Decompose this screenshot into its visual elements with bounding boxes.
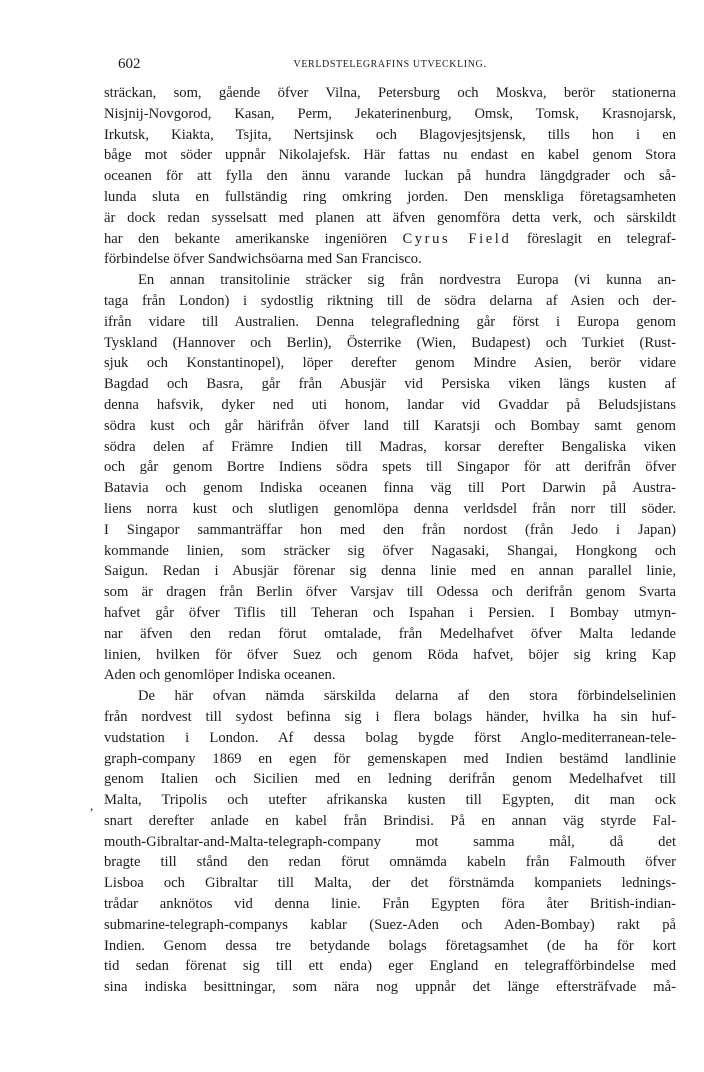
text-line: taga från London) i sydostlig riktning till de södra delarna af Asien och der-: [104, 292, 676, 309]
body-text: [104, 83, 676, 998]
text-segment: föreslagit en telegraf-: [526, 230, 676, 247]
text-line: graph-company 1869 en egen för gemenskapen med Indien bestämd landlinie: [104, 750, 676, 767]
text-line: snart derefter anlade en kabel från Brindisi. På en annan väg styrde Fal-: [104, 812, 676, 829]
text-line: oceanen för att fylla den ännu varande luckan på hundra längdgrader och så-: [104, 168, 676, 185]
text-line-cyrus-field: [104, 229, 676, 250]
margin-mark: ,: [90, 798, 94, 813]
text-line: Irkutsk, Kiakta, Tsjita, Nertsjinsk och Blagovjesjtsjensk, tills hon i en: [104, 126, 676, 143]
text-line: nar äfven den redan förut omtalade, från Medelhafvet öfver Malta ledande: [104, 625, 676, 642]
text-line: södra delen af Främre Indien till Madras, korsar derefter Bengaliska viken: [104, 438, 676, 455]
text-line: genom Italien och Sicilien med en ledning derifrån genom Medelhafvet till: [104, 771, 676, 788]
text-line: kommande linien, som sträcker sig öfver Nagasaki, Shangai, Hongkong och: [104, 542, 676, 559]
text-line: submarine-telegraph-companys kablar (Suez-Aden och Aden-Bombay) rakt på: [104, 916, 676, 933]
text-line: Batavia och genom Indiska oceanen finna väg till Port Darwin på Austra-: [104, 480, 676, 497]
page-header: [104, 56, 676, 78]
text-line: Bagdad och Basra, går från Abusjär vid Persiska viken längs kusten af: [104, 376, 676, 393]
text-line: hafvet går öfver Tiflis till Teheran och Ispahan i Persien. I Bombay utmyn-: [104, 604, 676, 621]
text-line: ifrån vidare till Australien. Denna telegrafledning går först i Europa genom: [104, 313, 676, 330]
page-number: 602: [118, 56, 141, 72]
text-line: I Singapor sammanträffar hon med den från nordost (från Jedo i Japan): [104, 521, 676, 538]
text-line: tid sedan förenat sig till ett enda) eger England en telegrafförbindelse med: [104, 958, 676, 975]
text-line: Saigun. Redan i Abusjär förenar sig denna linie med en annan parallel linie,: [104, 563, 676, 580]
text-line: Tyskland (Hannover och Berlin), Österrike (Wien, Budapest) och Turkiet (Rust-: [104, 334, 676, 351]
text-line: vudstation i London. Af dessa bolag bygde först Anglo-mediterranean-tele-: [104, 729, 676, 746]
text-line: linien, hvilken för öfver Suez och genom Röda hafvet, böjer sig kring Kap: [104, 646, 676, 663]
text-line: från nordvest till sydost befinna sig i flera bolags händer, hvilka ha sin huf-: [104, 708, 676, 725]
text-line: Lisboa och Gibraltar till Malta, der det förstnämda kompaniets lednings-: [104, 875, 676, 892]
text-line: lunda sluta en fullständig ring omkring jorden. Den menskliga företagsamheten: [104, 188, 676, 205]
text-line: förbindelse öfver Sandwichsöarna med San Francisco.: [104, 251, 422, 268]
text-line: sträckan, som, gående öfver Vilna, Petersburg och Moskva, berör stationerna: [104, 85, 676, 101]
text-line: södra kust och går härifrån öfver land till Karatsji och Bombay samt genom: [104, 417, 676, 434]
text-line: är dock redan sysselsatt med planen att äfven genomföra detta verk, och särskildt: [104, 209, 676, 226]
text-line: De här ofvan nämda särskilda delarna af den stora förbindelselinien: [138, 688, 676, 705]
text-line: sjuk och Konstantinopel), löper derefter genom Mindre Asien, berör vidare: [104, 355, 676, 372]
text-line: mouth-Gibraltar-and-Malta-telegraph-company mot samma mål, då det: [104, 833, 676, 850]
text-line: som är dragen från Berlin öfver Varsjav till Odessa och derifrån genom Svarta: [104, 584, 676, 601]
text-line: trådar anknötos vid denna linie. Från Egypten föra åter British-indian-: [104, 896, 676, 913]
text-segment: har den bekante amerikanske ingeniören: [104, 230, 387, 247]
text-line: Malta, Tripolis och utefter afrikanska kusten till Egypten, dit man ock: [104, 792, 676, 809]
running-head: VERLDSTELEGRAFINS UTVECKLING.: [293, 59, 487, 70]
text-line: denna hafsvik, dyker ned uti honom, landar vid Gvaddar på Beludsjistans: [104, 396, 676, 413]
text-line: Indien. Genom dessa tre betydande bolags företagsamhet (de ha för kort: [104, 937, 676, 954]
text-line: En annan transitolinie sträcker sig från nordvestra Europa (vi kunna an-: [138, 272, 676, 289]
name-cyrus-field: Cyrus Field: [402, 230, 512, 247]
text-line: båge mot söder uppnår Nikolajefsk. Här fattas nu endast en kabel genom Stora: [104, 147, 676, 164]
text-line: liens norra kust och slutligen genomlöpa denna verldsdel från norr till söder.: [104, 500, 676, 517]
text-line: Aden och genomlöper Indiska oceanen.: [104, 667, 336, 684]
text-line: och går genom Bortre Indiens södra spets till Singapor för att derifrån öfver: [104, 459, 676, 476]
text-line: Nisjnij-Novgorod, Kasan, Perm, Jekaterinenburg, Omsk, Tomsk, Krasnojarsk,: [104, 105, 676, 122]
text-line: sina indiska besittningar, som nära nog uppnår det länge eftersträfvade må-: [104, 979, 676, 996]
text-line: bragte till stånd den redan förut omnämda kabeln från Falmouth öfver: [104, 854, 676, 871]
